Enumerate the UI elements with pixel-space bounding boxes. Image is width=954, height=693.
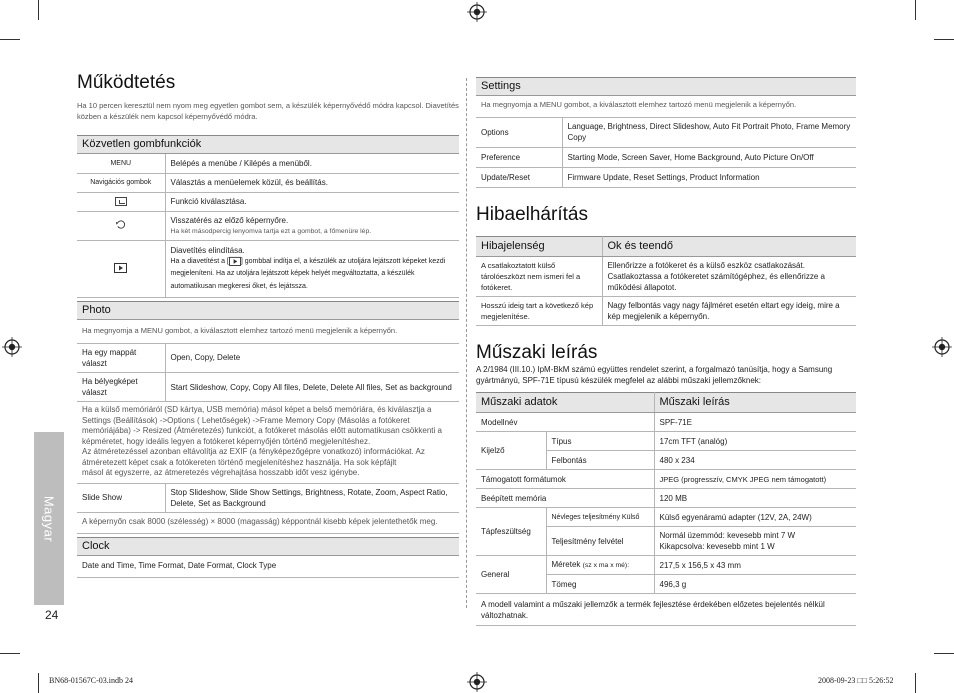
button-function [165,240,459,298]
slideshow-table [77,484,459,514]
enter-icon [115,197,127,206]
troubleshooting-table [476,236,856,326]
crop-mark [934,39,954,40]
table-row [476,470,856,489]
spec-key: Támogatott formátumok [476,470,654,489]
resize-note-paragraph: másol át egyszerre, az átmeretezés végrehajtása hosszabb időt vesz igénybe. [82,468,360,477]
spec-value: Külső egyenáramú adapter (12V, 2A, 24W) [654,508,856,527]
table-row [476,257,856,297]
spec-key: Tápfeszültség [476,508,546,556]
settings-section [476,77,856,188]
settings-header: Settings [476,77,856,96]
slideshow-icon [229,256,241,266]
table-row [77,154,459,173]
table-row [77,211,459,240]
footer-file-info: BN68-01567C-03.indb 24 [49,676,133,685]
table-header-row [476,393,856,413]
button-function: Belépés a menübe / Kilépés a menüből. [165,154,459,173]
table-row [77,192,459,211]
spec-subkey: Felbontás [546,451,654,470]
table-row [476,297,856,326]
spec-key: Modellnév [476,413,654,432]
specifications-table [476,392,856,594]
spec-key: Kijelző [476,432,546,470]
table-row [476,556,856,575]
page-number: 24 [45,608,59,622]
specifications-title: Műszaki leírás [476,342,598,363]
solution: Ellenőrizze a fotókeret és a külső eszköz csatlakozását. Csatlakoztassa a fotókeretet számítógéphez, és ellenőrizze a működési állapotot. [602,257,856,297]
button-name: Navigációs gombok [77,173,165,192]
table-row [476,489,856,508]
table-row [476,148,856,168]
photo-condition: Ha bélyegképet választ [77,373,165,402]
table-row [476,413,856,432]
spec-value: 496,3 g [654,575,856,594]
consumption-off: Kikapcsolva: kevesebb mint 1 W [659,542,775,551]
slideshow-options: Stop Slideshow, Slide Show Settings, Brightness, Rotate, Zoom, Aspect Ratio, Delete, Set as Background [165,484,459,513]
slideshow-condition: Slide Show [77,484,165,513]
settings-options: Starting Mode, Screen Saver, Home Background, Auto Picture On/Off [562,148,856,168]
crop-mark [38,0,39,20]
spec-subkey [546,556,654,575]
spec-subkey: Teljesítmény felvétel [546,527,654,556]
table-row [77,484,459,513]
settings-menu: Preference [476,148,562,168]
photo-options: Open, Copy, Delete [165,344,459,373]
clock-section [77,537,459,579]
spec-subkey: Névleges teljesítmény Külső [546,508,654,527]
spec-value: 17cm TFT (analóg) [654,432,856,451]
troubleshooting-title: Hibaelhárítás [476,204,588,225]
resize-note-paragraph: Az átméretezéssel azonban eltávolítja az EXIF (a fényképezőgépre vonatkozó) információkat. Az átméretezett képet csak a fotókereten történő megjelenítéshez használja. Ha sok képfájlt [82,447,425,467]
crop-mark [934,653,954,654]
table-row [476,168,856,188]
photo-condition: Ha egy mappát választ [77,344,165,373]
clock-options: Date and Time, Time Format, Date Format, Clock Type [77,556,459,579]
crop-mark [0,39,20,40]
settings-options: Language, Brightness, Direct Slideshow, Auto Fit Portrait Photo, Frame Memory Copy [562,118,856,148]
button-name: MENU [77,154,165,173]
language-tab [34,432,64,605]
photo-table [77,344,459,403]
button-function [165,211,459,240]
photo-section [77,301,459,534]
registration-mark-icon [467,2,487,22]
direct-buttons-section [77,135,459,298]
slideshow-button-cell [77,240,165,298]
registration-mark-icon [932,337,952,357]
spec-value: 480 x 234 [654,451,856,470]
table-row [77,344,459,373]
table-row [476,118,856,148]
spec-value: JPEG (progresszív, CMYK JPEG nem támogatott) [654,470,856,489]
direct-buttons-header: Közvetlen gombfunkciók [77,135,459,154]
spec-subkey: Tömeg [546,575,654,594]
spec-key-header: Műszaki adatok [476,393,654,413]
troubleshooting-section [476,236,856,326]
size-note: A képernyőn csak 8000 (szélesség) × 8000 (magasság) képpontnál kisebb képek jelentethetők meg. [77,513,459,534]
consumption-normal: Normál üzemmód: kevesebb mint 7 W [659,531,796,540]
settings-options: Firmware Update, Reset Settings, Product Information [562,168,856,188]
settings-menu: Options [476,118,562,148]
symptom: A csatlakoztatott külső tárolóeszközt nem ismeri fel a fotókeret. [476,257,602,297]
solution-header: Ok és teendő [602,237,856,257]
back-button-cell [77,211,165,240]
spec-key: General [476,556,546,594]
back-arrow-icon [115,219,126,230]
settings-table [476,118,856,189]
dimensions-unit: (sz x ma x mé): [582,562,630,569]
button-function: Funkció kiválasztása. [165,192,459,211]
registration-mark-icon [467,672,487,692]
back-function-note: Ha két másodpercig lenyomva tartja ezt a gombot, a főmenüre lép. [170,227,372,235]
spec-value-header: Műszaki leírás [654,393,856,413]
back-function-text: Visszatérés az előző képernyőre. [170,215,289,225]
language-tab-label: Magyar [41,495,57,542]
specifications-footnote: A modell valamint a műszaki jellemzők a termék fejlesztése érdekében előzetes bejelentés nélkül változhatnak. [476,594,856,626]
column-divider [466,78,467,608]
specifications-section [476,392,856,626]
spec-value: SPF-71E [654,413,856,432]
resize-note-paragraph: Ha a külső memóriáról (SD kártya, USB memória) másol képet a belső memóriára, és kiválasztja a Settings (Beállítások) ->Options ( Lehetőségek) ->Frame Memory Copy (Másolás a fotókeret memóriájába) -> Resized (Átméretezés) funkciót, a fotókeret másolás előtt automatikusan csökkenti a képméretet, hogy ideális legyen a fotókeret képernyőjén történő megjelenítéshez. [82,405,442,446]
symptom-header: Hibajelenség [476,237,602,257]
crop-mark [915,0,916,20]
settings-menu: Update/Reset [476,168,562,188]
spec-subkey: Típus [546,432,654,451]
clock-header: Clock [77,537,459,556]
spec-value: 120 MB [654,489,856,508]
table-row [476,432,856,451]
table-row [77,173,459,192]
left-column [77,72,459,578]
direct-buttons-table [77,154,459,298]
crop-mark [915,673,916,693]
table-row [77,373,459,402]
table-row [77,240,459,298]
crop-mark [0,653,20,654]
specifications-intro: A 2/1984 (III.10.) IpM-BkM számú együttes rendelet szerint, a forgalmazó tanúsítja, hogy a Samsung gyártmányú, SPF-71E típusú készülék megfelel az alábbi műszaki jellemzőknek: [476,365,833,385]
right-column [476,77,856,626]
slideshow-function-text: Diavetítés elindítása. [170,245,245,255]
symptom: Hosszú ideig tart a következő kép megjelenítése. [476,297,602,326]
dimensions-label: Méretek [551,560,581,569]
footer-timestamp: 2008-09-23 □□ 5:26:52 [818,676,894,685]
table-row [476,508,856,527]
operation-title: Működtetés [77,72,176,93]
crop-mark [38,673,39,693]
resize-note [77,402,459,484]
spec-value [654,527,856,556]
photo-options: Start Slideshow, Copy, Copy All files, Delete, Delete All files, Set as background [165,373,459,402]
table-header-row [476,237,856,257]
registration-mark-icon [2,337,22,357]
spec-key: Beépített memória [476,489,654,508]
slideshow-function-note: Ha a diavetítést a [ ] gombbal indítja el, a készülék az utoljára lejátszott képeket kezdi megjeleníteni. Ha az utoljára lejátszott képek helyét megváltoztatta, a készülék automatikusan megkeresi őket, és lejátssza. [170,257,446,290]
photo-header: Photo [77,301,459,320]
button-function: Választás a menüelemek közül, és beállítás. [165,173,459,192]
solution: Nagy felbontás vagy nagy fájlméret esetén eltart egy ideig, mire a kép megjelenik a képernyőn. [602,297,856,326]
photo-note: Ha megnyomja a MENU gombot, a kiválasztott elemhez tartozó menü megjelenik a képernyőn. [77,320,459,344]
spec-value: 217,5 x 156,5 x 43 mm [654,556,856,575]
slideshow-icon [114,262,127,273]
settings-note: Ha megnyomja a MENU gombot, a kiválasztott elemhez tartozó menü megjelenik a képernyőn. [476,96,856,118]
enter-button-cell [77,192,165,211]
operation-intro: Ha 10 percen keresztül nem nyom meg egyetlen gombot sem, a készülék képernyővédő módra kapcsol. Diavetítés közben a készülék nem kapcsol képernyővédő módra. [77,101,459,121]
